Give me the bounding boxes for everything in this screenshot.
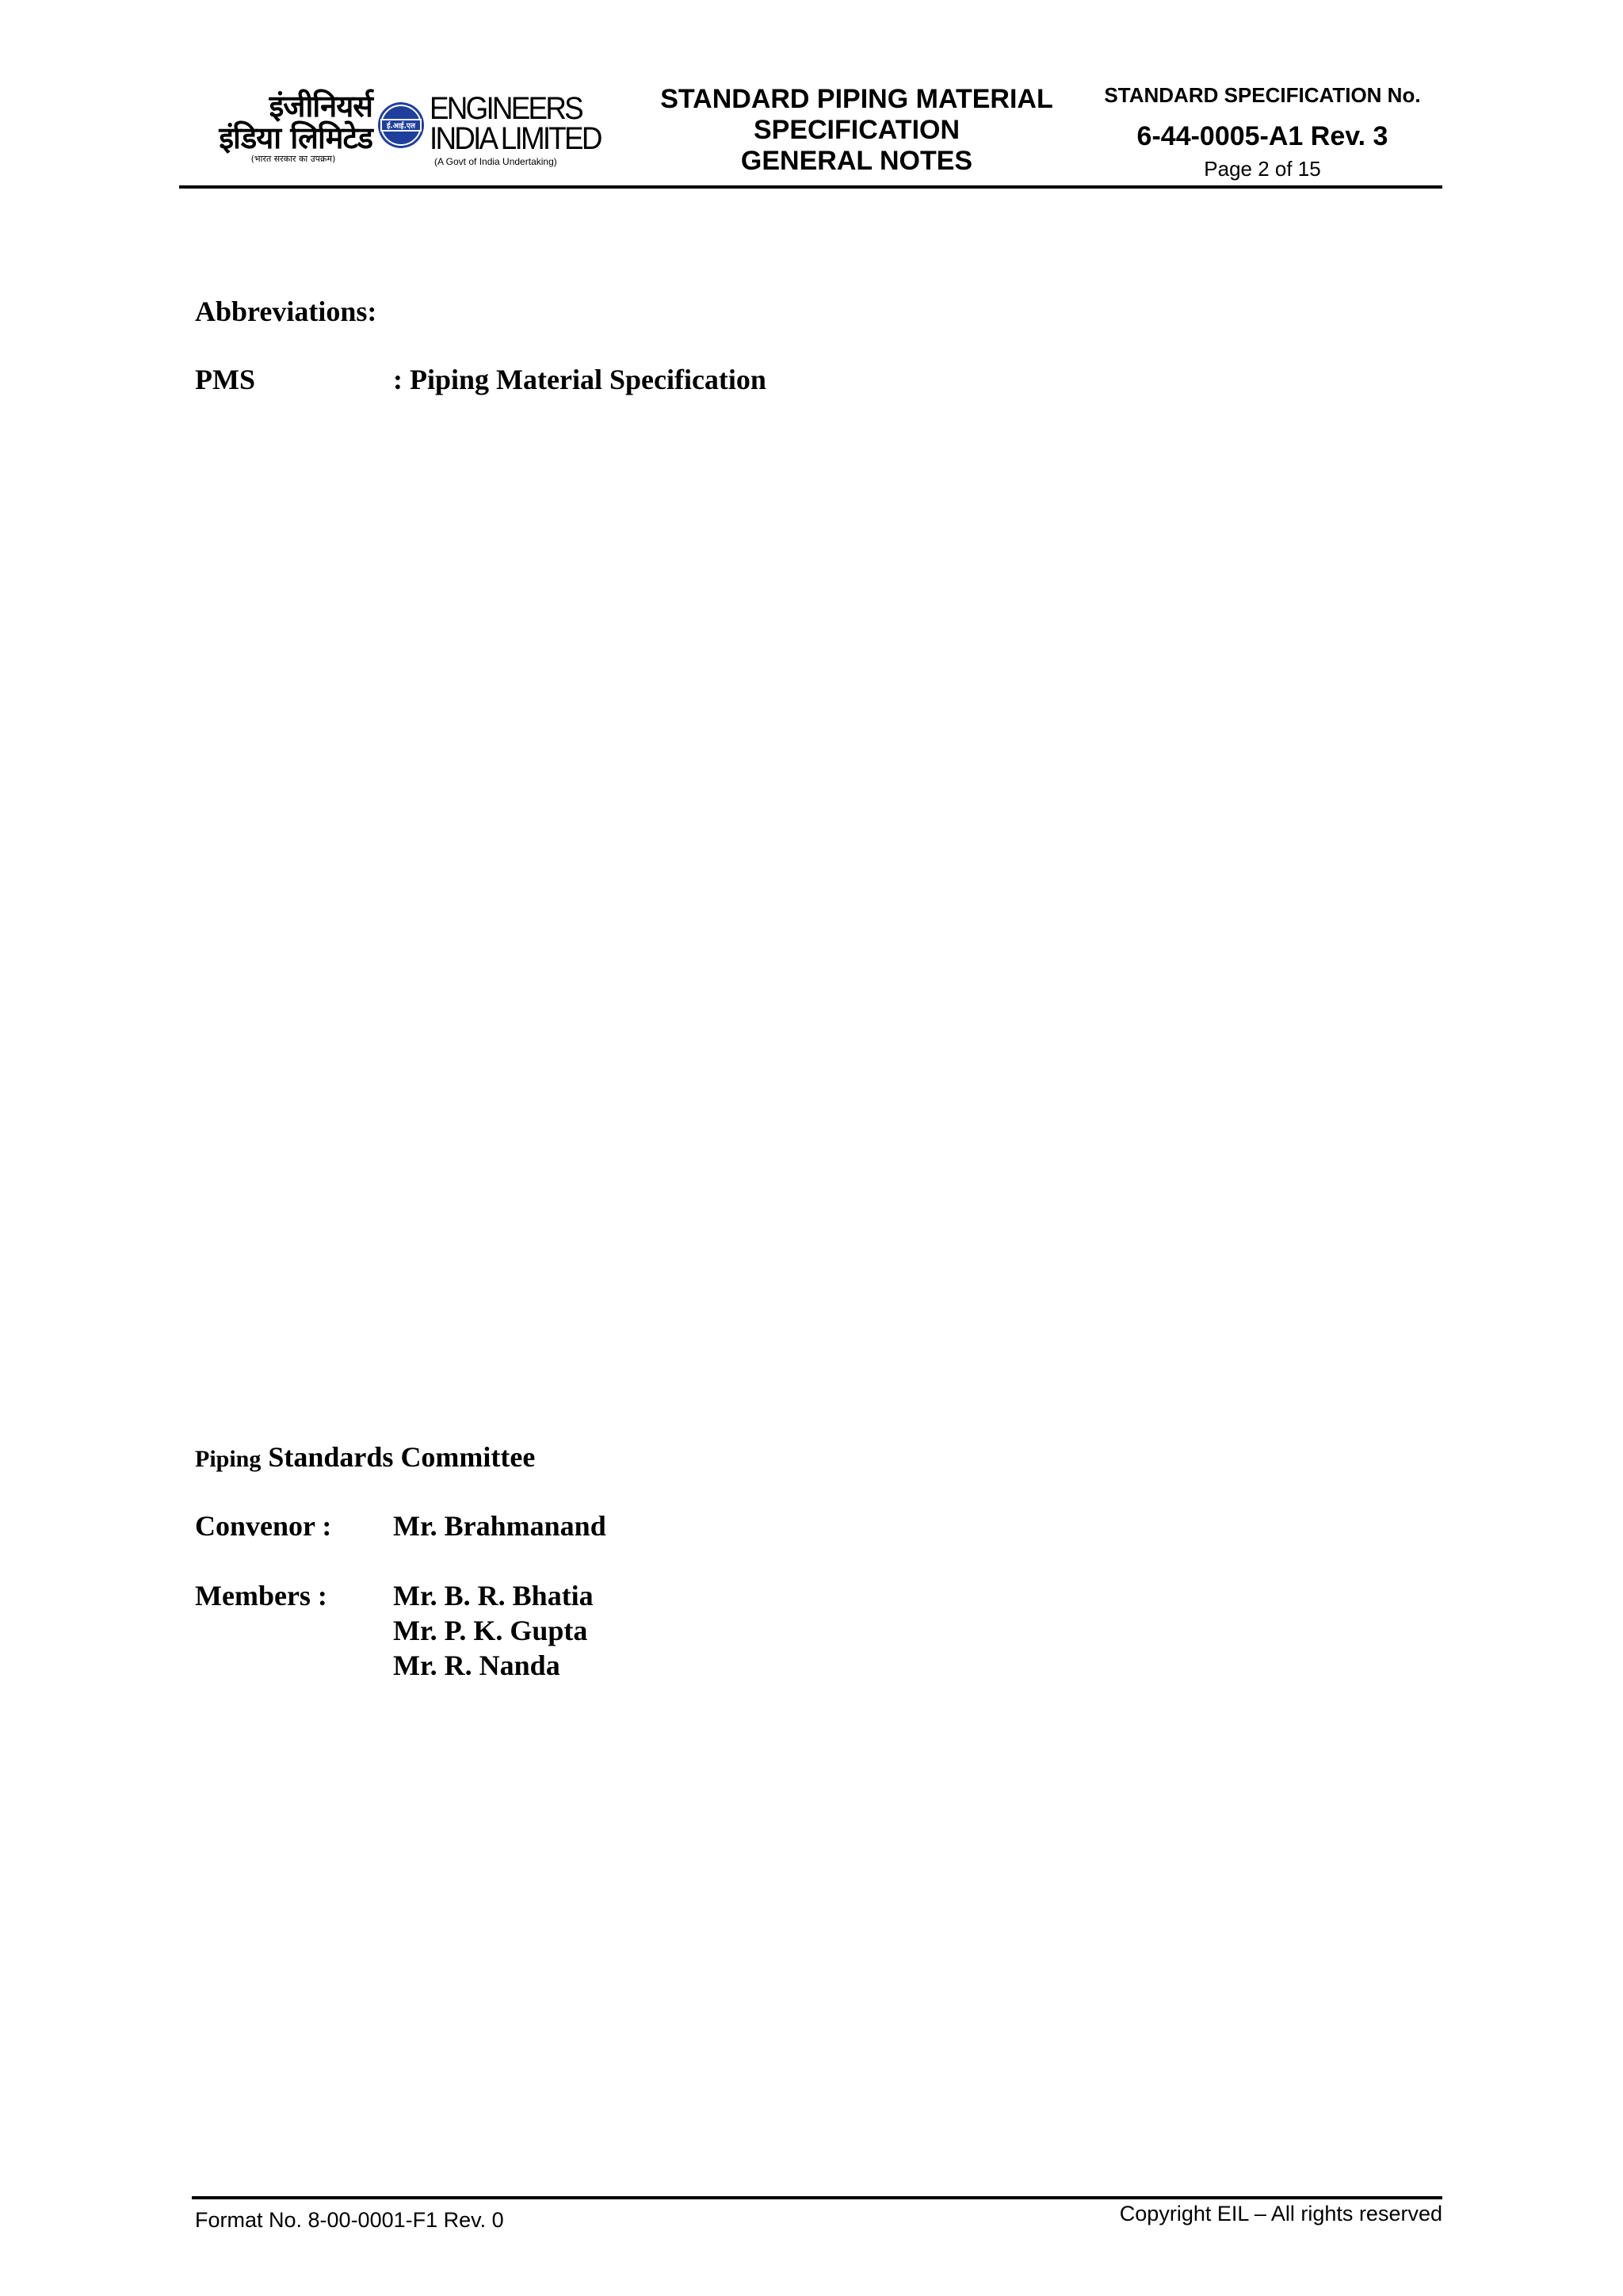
title-line-3: GENERAL NOTES xyxy=(740,146,973,176)
member-name: Mr. B. R. Bhatia xyxy=(393,1580,594,1611)
abbreviation-term: PMS xyxy=(195,364,255,395)
committee-heading-prefix: Piping xyxy=(195,1446,262,1472)
page-header xyxy=(179,79,1442,187)
logo-hindi-line2: इंडिया लिमिटेड xyxy=(219,120,372,155)
emblem-text: ई.आई.एल xyxy=(387,122,415,131)
copyright-notice: Copyright EIL – All rights reserved xyxy=(1119,2202,1442,2225)
abbreviation-definition: : Piping Material Specification xyxy=(393,364,766,395)
specification-block xyxy=(1083,82,1442,181)
spec-label: STANDARD SPECIFICATION No. xyxy=(1104,83,1421,107)
logo-hindi-line1: इंजीनियर्स xyxy=(269,89,372,124)
members-list xyxy=(393,1578,594,1683)
logo-hindi-text xyxy=(190,90,372,165)
format-number: Format No. 8-00-0001-F1 Rev. 0 xyxy=(195,2208,504,2232)
logo-english-line2: INDIA LIMITED xyxy=(430,121,601,156)
logo-english-tagline: (A Govt of India Undertaking) xyxy=(434,156,557,167)
logo-english-text xyxy=(430,93,615,168)
logo-hindi-tagline: (भारत सरकार का उपक्रम) xyxy=(250,154,336,164)
committee-heading xyxy=(195,1440,535,1480)
title-line-1: STANDARD PIPING MATERIAL xyxy=(660,84,1053,114)
document-title xyxy=(631,84,1083,177)
committee-heading-main: Standards Committee xyxy=(261,1441,536,1473)
page-indicator: Page 2 of 15 xyxy=(1204,157,1321,181)
member-name: Mr. R. Nanda xyxy=(393,1650,560,1681)
members-label: Members : xyxy=(195,1580,327,1611)
logo-english-line1: ENGINEERS xyxy=(430,91,582,126)
eil-emblem-icon xyxy=(377,101,425,149)
spec-number: 6-44-0005-A1 Rev. 3 xyxy=(1136,121,1388,151)
title-line-2: SPECIFICATION xyxy=(753,115,960,145)
convenor-name: Mr. Brahmanand xyxy=(393,1510,606,1542)
convenor-label: Convenor : xyxy=(195,1510,332,1542)
footer-divider xyxy=(192,2196,1442,2199)
abbreviations-heading: Abbreviations: xyxy=(195,296,377,327)
member-name: Mr. P. K. Gupta xyxy=(393,1615,588,1646)
header-divider xyxy=(179,185,1442,189)
